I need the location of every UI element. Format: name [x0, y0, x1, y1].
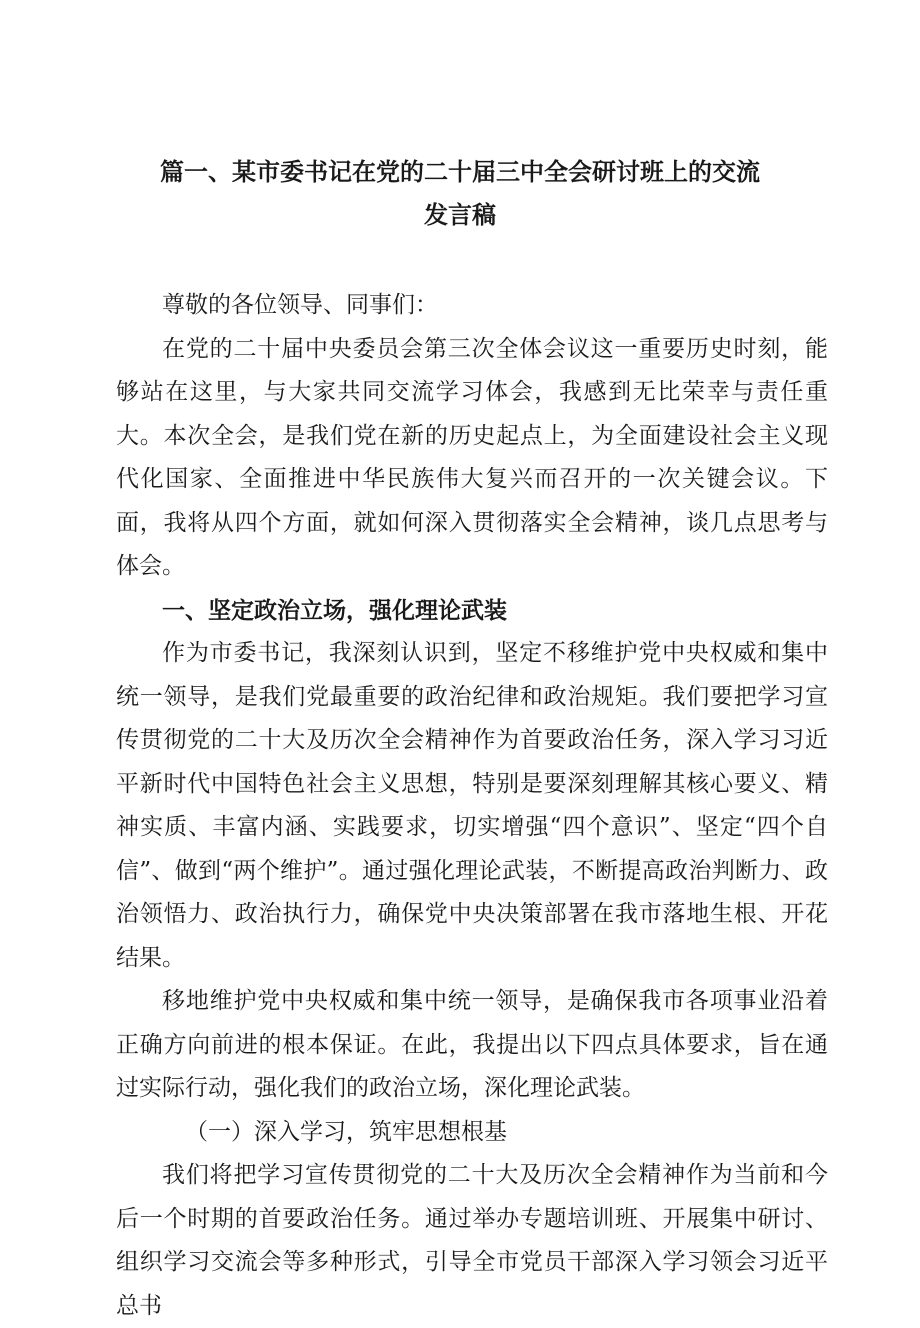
paragraph-subsection-1: 我们将把学习宣传贯彻党的二十大及历次全会精神作为当前和今后一个时期的首要政治任务。通过举办专题培训班、开展集中研讨、组织学习交流会等多种形式，引导全市党员干部深入学习领会习近平总书: [116, 1162, 828, 1319]
paragraph-intro: 在党的二十届中央委员会第三次全体会议这一重要历史时刻，能够站在这里，与大家共同交流学习体会，我感到无比荣幸与责任重大。本次全会，是我们党在新的历史起点上，为全面建设社会主义现代化国家、全面推进中华民族伟大复兴而召开的一次关键会议。下面，我将从四个方面，就如何深入贯彻落实全会精神，谈几点思考与体会。: [116, 335, 828, 579]
document-body: [116, 284, 828, 1328]
paragraph-section-1-requirements: 移地维护党中央权威和集中统一领导，是确保我市各项事业沿着正确方向前进的根本保证。在此，我提出以下四点具体要求，旨在通过实际行动，强化我们的政治立场，深化理论武装。: [116, 988, 828, 1101]
salutation: 尊敬的各位领导、同事们：: [162, 292, 438, 318]
subsection-heading-1: （一）深入学习，筑牢思想根基: [185, 1118, 507, 1145]
document-title-line-1: 篇一、某市委书记在党的二十届三中全会研讨班上的交流: [160, 157, 760, 186]
paragraph-section-1: 作为市委书记，我深刻认识到，坚定不移维护党中央权威和集中统一领导，是我们党最重要的政治纪律和政治规矩。我们要把学习宣传贯彻党的二十大及历次全会精神作为首要政治任务，深入学习习近平新时代中国特色社会主义思想，特别是要深刻理解其核心要义、精神实质、丰富内涵、实践要求，切实增强“四个意识”、坚定“四个自信”、做到“两个维护”。通过强化理论武装，不断提高政治判断力、政治领悟力、政治执行力，确保党中央决策部署在我市落地生根、开花结果。: [116, 640, 828, 971]
section-heading-1: 一、坚定政治立场，强化理论武装: [162, 596, 507, 624]
document-title-line-2: 发言稿: [424, 200, 496, 229]
